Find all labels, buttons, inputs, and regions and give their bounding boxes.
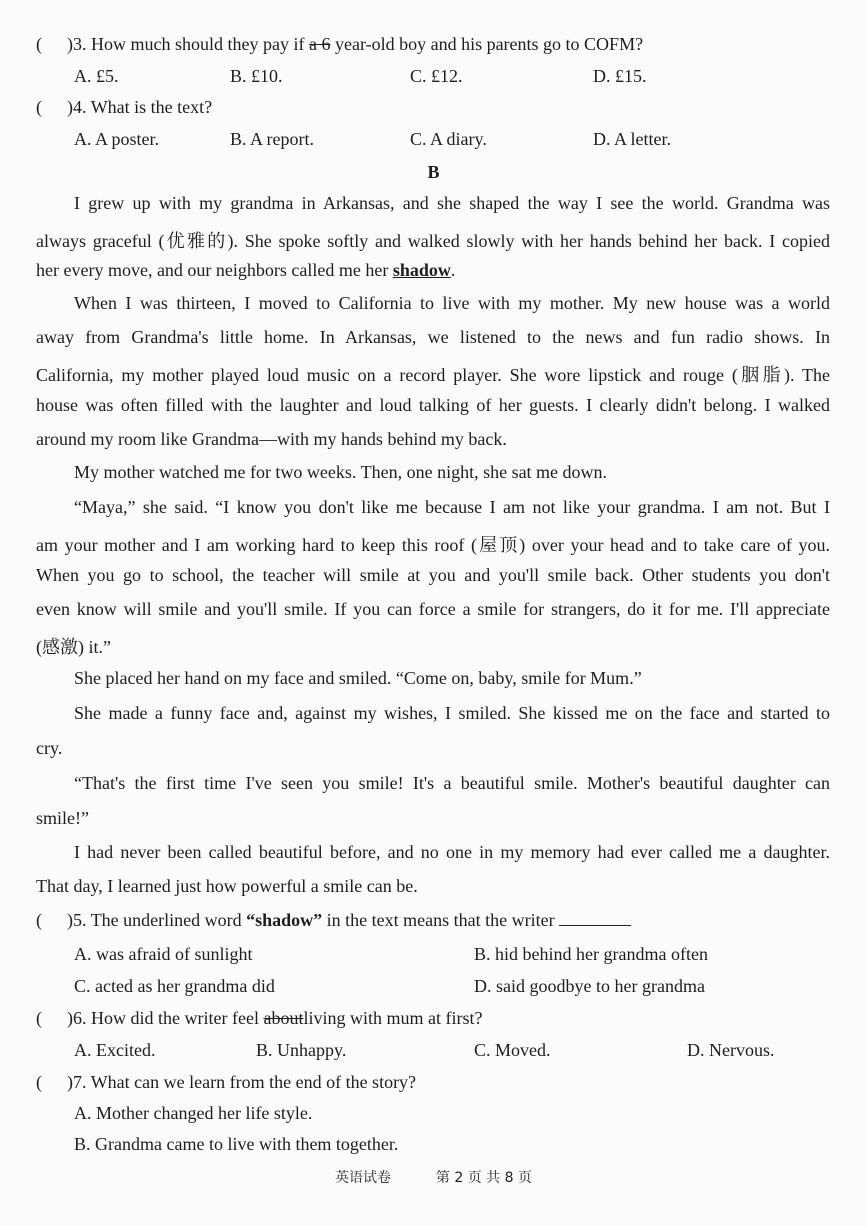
- passage-text: .: [450, 260, 456, 280]
- option-a: A. A poster.: [74, 129, 160, 149]
- question-number: )6.: [67, 1008, 87, 1028]
- option-a: A. Excited.: [74, 1040, 156, 1060]
- option-c: C. £12.: [410, 66, 463, 86]
- passage-line: I grew up with my grandma in Arkansas, and she shaped the way I see the world. Grandma was: [74, 193, 830, 213]
- option-d: D. said goodbye to her grandma: [474, 976, 705, 996]
- passage-text: her every move, and our neighbors called me her: [36, 260, 389, 280]
- answer-paren[interactable]: (: [36, 1072, 42, 1092]
- option-a: A. was afraid of sunlight: [74, 944, 253, 964]
- option-a: A. Mother changed her life style.: [74, 1103, 313, 1123]
- question-3: [36, 34, 643, 55]
- question-text-cont: in the text means that the writer: [326, 910, 555, 930]
- answer-paren[interactable]: (: [36, 34, 42, 54]
- passage-line: always graceful (优雅的). She spoke softly and walked slowly with her hands behind her back. I copied: [36, 231, 830, 251]
- option-b: B. hid behind her grandma often: [474, 944, 708, 964]
- passage-line: California, my mother played loud music on a record player. She wore lipstick and rouge (胭脂). The: [36, 365, 830, 385]
- question-text: What can we learn from the end of the story?: [90, 1072, 417, 1092]
- question-text: How much should they pay if: [91, 34, 305, 54]
- option-c: C. acted as her grandma did: [74, 976, 275, 996]
- question-number: )3.: [67, 34, 87, 54]
- answer-paren[interactable]: (: [36, 910, 42, 930]
- question-6: [36, 1008, 482, 1029]
- option-b: B. Unhappy.: [256, 1040, 347, 1060]
- footer-page-number: 第 2 页 共 8 页: [435, 1170, 532, 1186]
- passage-line: That day, I learned just how powerful a smile can be.: [36, 876, 418, 896]
- passage-line: My mother watched me for two weeks. Then, one night, she sat me down.: [74, 462, 608, 482]
- passage-line: away from Grandma's little home. In Arkansas, we listened to the news and fun radio shows. In: [36, 327, 830, 347]
- question-number: )7.: [67, 1072, 87, 1092]
- question-5: [36, 910, 631, 931]
- passage-line: She placed her hand on my face and smiled. “Come on, baby, smile for Mum.”: [74, 668, 642, 688]
- question-text: How did the writer feel: [91, 1008, 259, 1028]
- question-text: The underlined word: [90, 910, 242, 930]
- option-b: B. £10.: [230, 66, 283, 86]
- quoted-word: “shadow”: [246, 910, 323, 930]
- passage-line: house was often filled with the laughter and loud talking of her guests. I clearly didn't belong. I walked: [36, 395, 830, 415]
- question-text: What is the text?: [90, 97, 213, 117]
- passage-line: cry.: [36, 738, 63, 758]
- option-a: A. £5.: [74, 66, 119, 86]
- question-text-cont: year-old boy and his parents go to COFM?: [334, 34, 644, 54]
- passage-line: [36, 260, 455, 281]
- passage-line: “Maya,” she said. “I know you don't like me because I am not like your grandma. I am not. But I: [74, 497, 830, 517]
- passage-line: around my room like Grandma—with my hands behind my back.: [36, 429, 507, 449]
- passage-line: When you go to school, the teacher will smile at you and you'll smile back. Other students you don't: [36, 565, 830, 585]
- option-b: B. Grandma came to live with them together.: [74, 1134, 399, 1154]
- question-number: )5.: [67, 910, 87, 930]
- answer-paren[interactable]: (: [36, 1008, 42, 1028]
- underlined-word: shadow: [392, 260, 451, 280]
- passage-line: smile!”: [36, 808, 89, 828]
- struck-text: about: [263, 1008, 304, 1028]
- passage-line: When I was thirteen, I moved to California to live with my mother. My new house was a world: [74, 293, 830, 313]
- question-7: [36, 1072, 416, 1093]
- option-c: C. Moved.: [474, 1040, 551, 1060]
- page-footer: [0, 1167, 867, 1187]
- passage-line: even know will smile and you'll smile. If you can force a smile for strangers, do it for me. I'll appreciate: [36, 599, 830, 619]
- option-d: D. £15.: [593, 66, 647, 86]
- passage-line: I had never been called beautiful before, and no one in my memory had ever called me a daughter.: [74, 842, 830, 862]
- answer-paren[interactable]: (: [36, 97, 42, 117]
- passage-line: (感激) it.”: [36, 637, 111, 657]
- answer-blank[interactable]: [559, 911, 631, 926]
- option-d: D. Nervous.: [687, 1040, 775, 1060]
- passage-line: She made a funny face and, against my wishes, I smiled. She kissed me on the face and started to: [74, 703, 830, 723]
- question-number: )4.: [67, 97, 87, 117]
- option-b: B. A report.: [230, 129, 314, 149]
- footer-subject: 英语试卷: [335, 1170, 391, 1186]
- passage-line: “That's the first time I've seen you smile! It's a beautiful smile. Mother's beautiful daughter can: [74, 773, 830, 793]
- option-c: C. A diary.: [410, 129, 487, 149]
- passage-line: am your mother and I am working hard to keep this roof (屋顶) over your head and to take care of you.: [36, 535, 830, 555]
- struck-text: a 6: [308, 34, 331, 54]
- question-4: [36, 97, 212, 118]
- section-heading: B: [427, 162, 440, 182]
- question-text-cont: living with mum at first?: [303, 1008, 483, 1028]
- option-d: D. A letter.: [593, 129, 671, 149]
